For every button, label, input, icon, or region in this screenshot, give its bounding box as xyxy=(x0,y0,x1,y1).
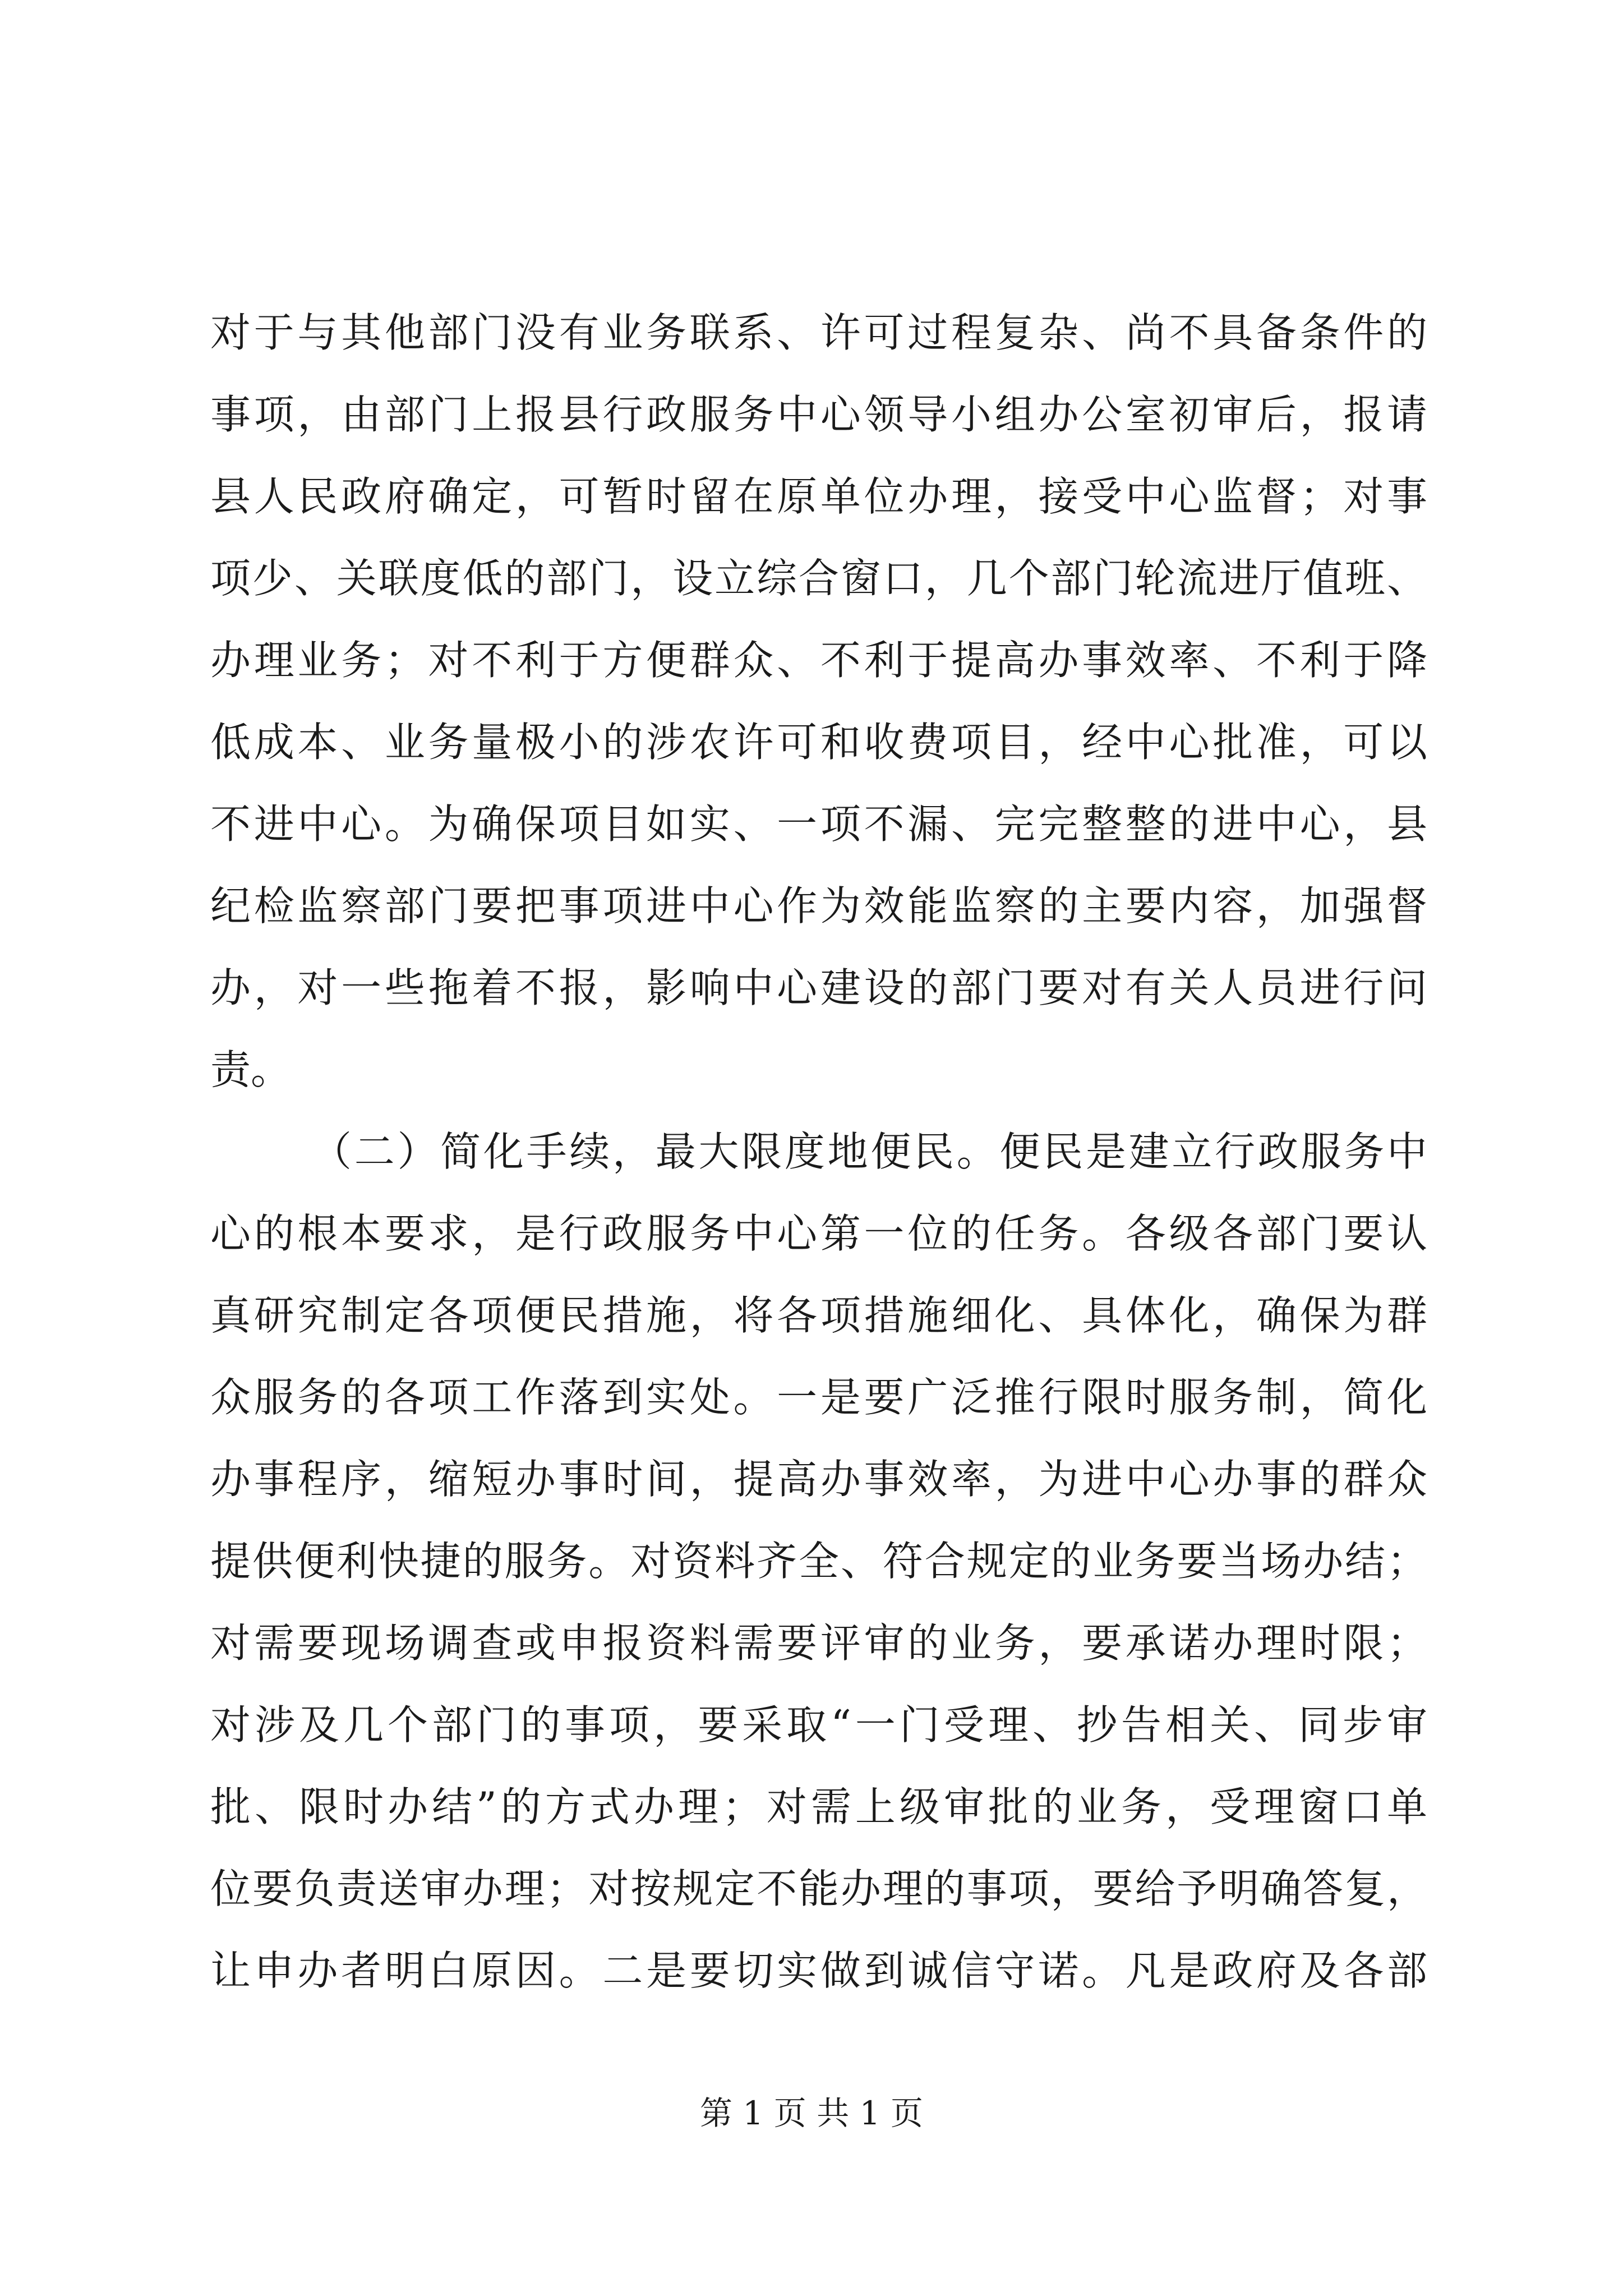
text-line: 县人民政府确定，可暂时留在原单位办理，接受中心监督；对事 xyxy=(210,473,1427,520)
text-line: 让申办者明白原因。二是要切实做到诚信守诺。凡是政府及各部 xyxy=(210,1947,1427,1994)
text-line: 办事程序，缩短办事时间，提高办事效率，为进中心办事的群众 xyxy=(210,1456,1427,1503)
text-line: （二）简化手续，最大限度地便民。便民是建立行政服务中 xyxy=(311,1128,1427,1175)
document-body xyxy=(210,292,1427,2012)
page-footer xyxy=(0,2087,1623,2134)
text-line: 对于与其他部门没有业务联系、许可过程复杂、尚不具备条件的 xyxy=(210,309,1427,356)
text-line: 提供便利快捷的服务。对资料齐全、符合规定的业务要当场办结； xyxy=(210,1538,1427,1585)
text-line: 对需要现场调查或申报资料需要评审的业务，要承诺办理时限； xyxy=(210,1619,1427,1667)
text-line: 低成本、业务量极小的涉农许可和收费项目，经中心批准，可以 xyxy=(210,719,1427,766)
text-line: 对涉及几个部门的事项，要采取“一门受理、抄告相关、同步审 xyxy=(210,1701,1427,1749)
text-line: 真研究制定各项便民措施，将各项措施细化、具体化，确保为群 xyxy=(210,1292,1427,1339)
text-line: 不进中心。为确保项目如实、一项不漏、完完整整的进中心，县 xyxy=(210,800,1427,848)
page-number: 第 1 页 共 1 页 xyxy=(700,2094,923,2132)
text-line: 位要负责送审办理；对按规定不能办理的事项，要给予明确答复， xyxy=(210,1865,1427,1912)
text-line: 办理业务；对不利于方便群众、不利于提高办事效率、不利于降 xyxy=(210,637,1427,684)
text-line: 批、限时办结”的方式办理；对需上级审批的业务，受理窗口单 xyxy=(210,1783,1427,1830)
text-line: 责。 xyxy=(210,1046,292,1093)
text-line: 众服务的各项工作落到实处。一是要广泛推行限时服务制，简化 xyxy=(210,1374,1427,1421)
text-line: 心的根本要求，是行政服务中心第一位的任务。各级各部门要认 xyxy=(210,1210,1427,1257)
text-line: 纪检监察部门要把事项进中心作为效能监察的主要内容，加强督 xyxy=(210,882,1427,930)
text-line: 办，对一些拖着不报，影响中心建设的部门要对有关人员进行问 xyxy=(210,964,1427,1011)
text-line: 项少、关联度低的部门，设立综合窗口，几个部门轮流进厅值班、 xyxy=(210,555,1427,602)
paragraph-2 xyxy=(210,1111,1427,2012)
text-line: 事项，由部门上报县行政服务中心领导小组办公室初审后，报请 xyxy=(210,391,1427,438)
paragraph-1 xyxy=(210,292,1427,1111)
